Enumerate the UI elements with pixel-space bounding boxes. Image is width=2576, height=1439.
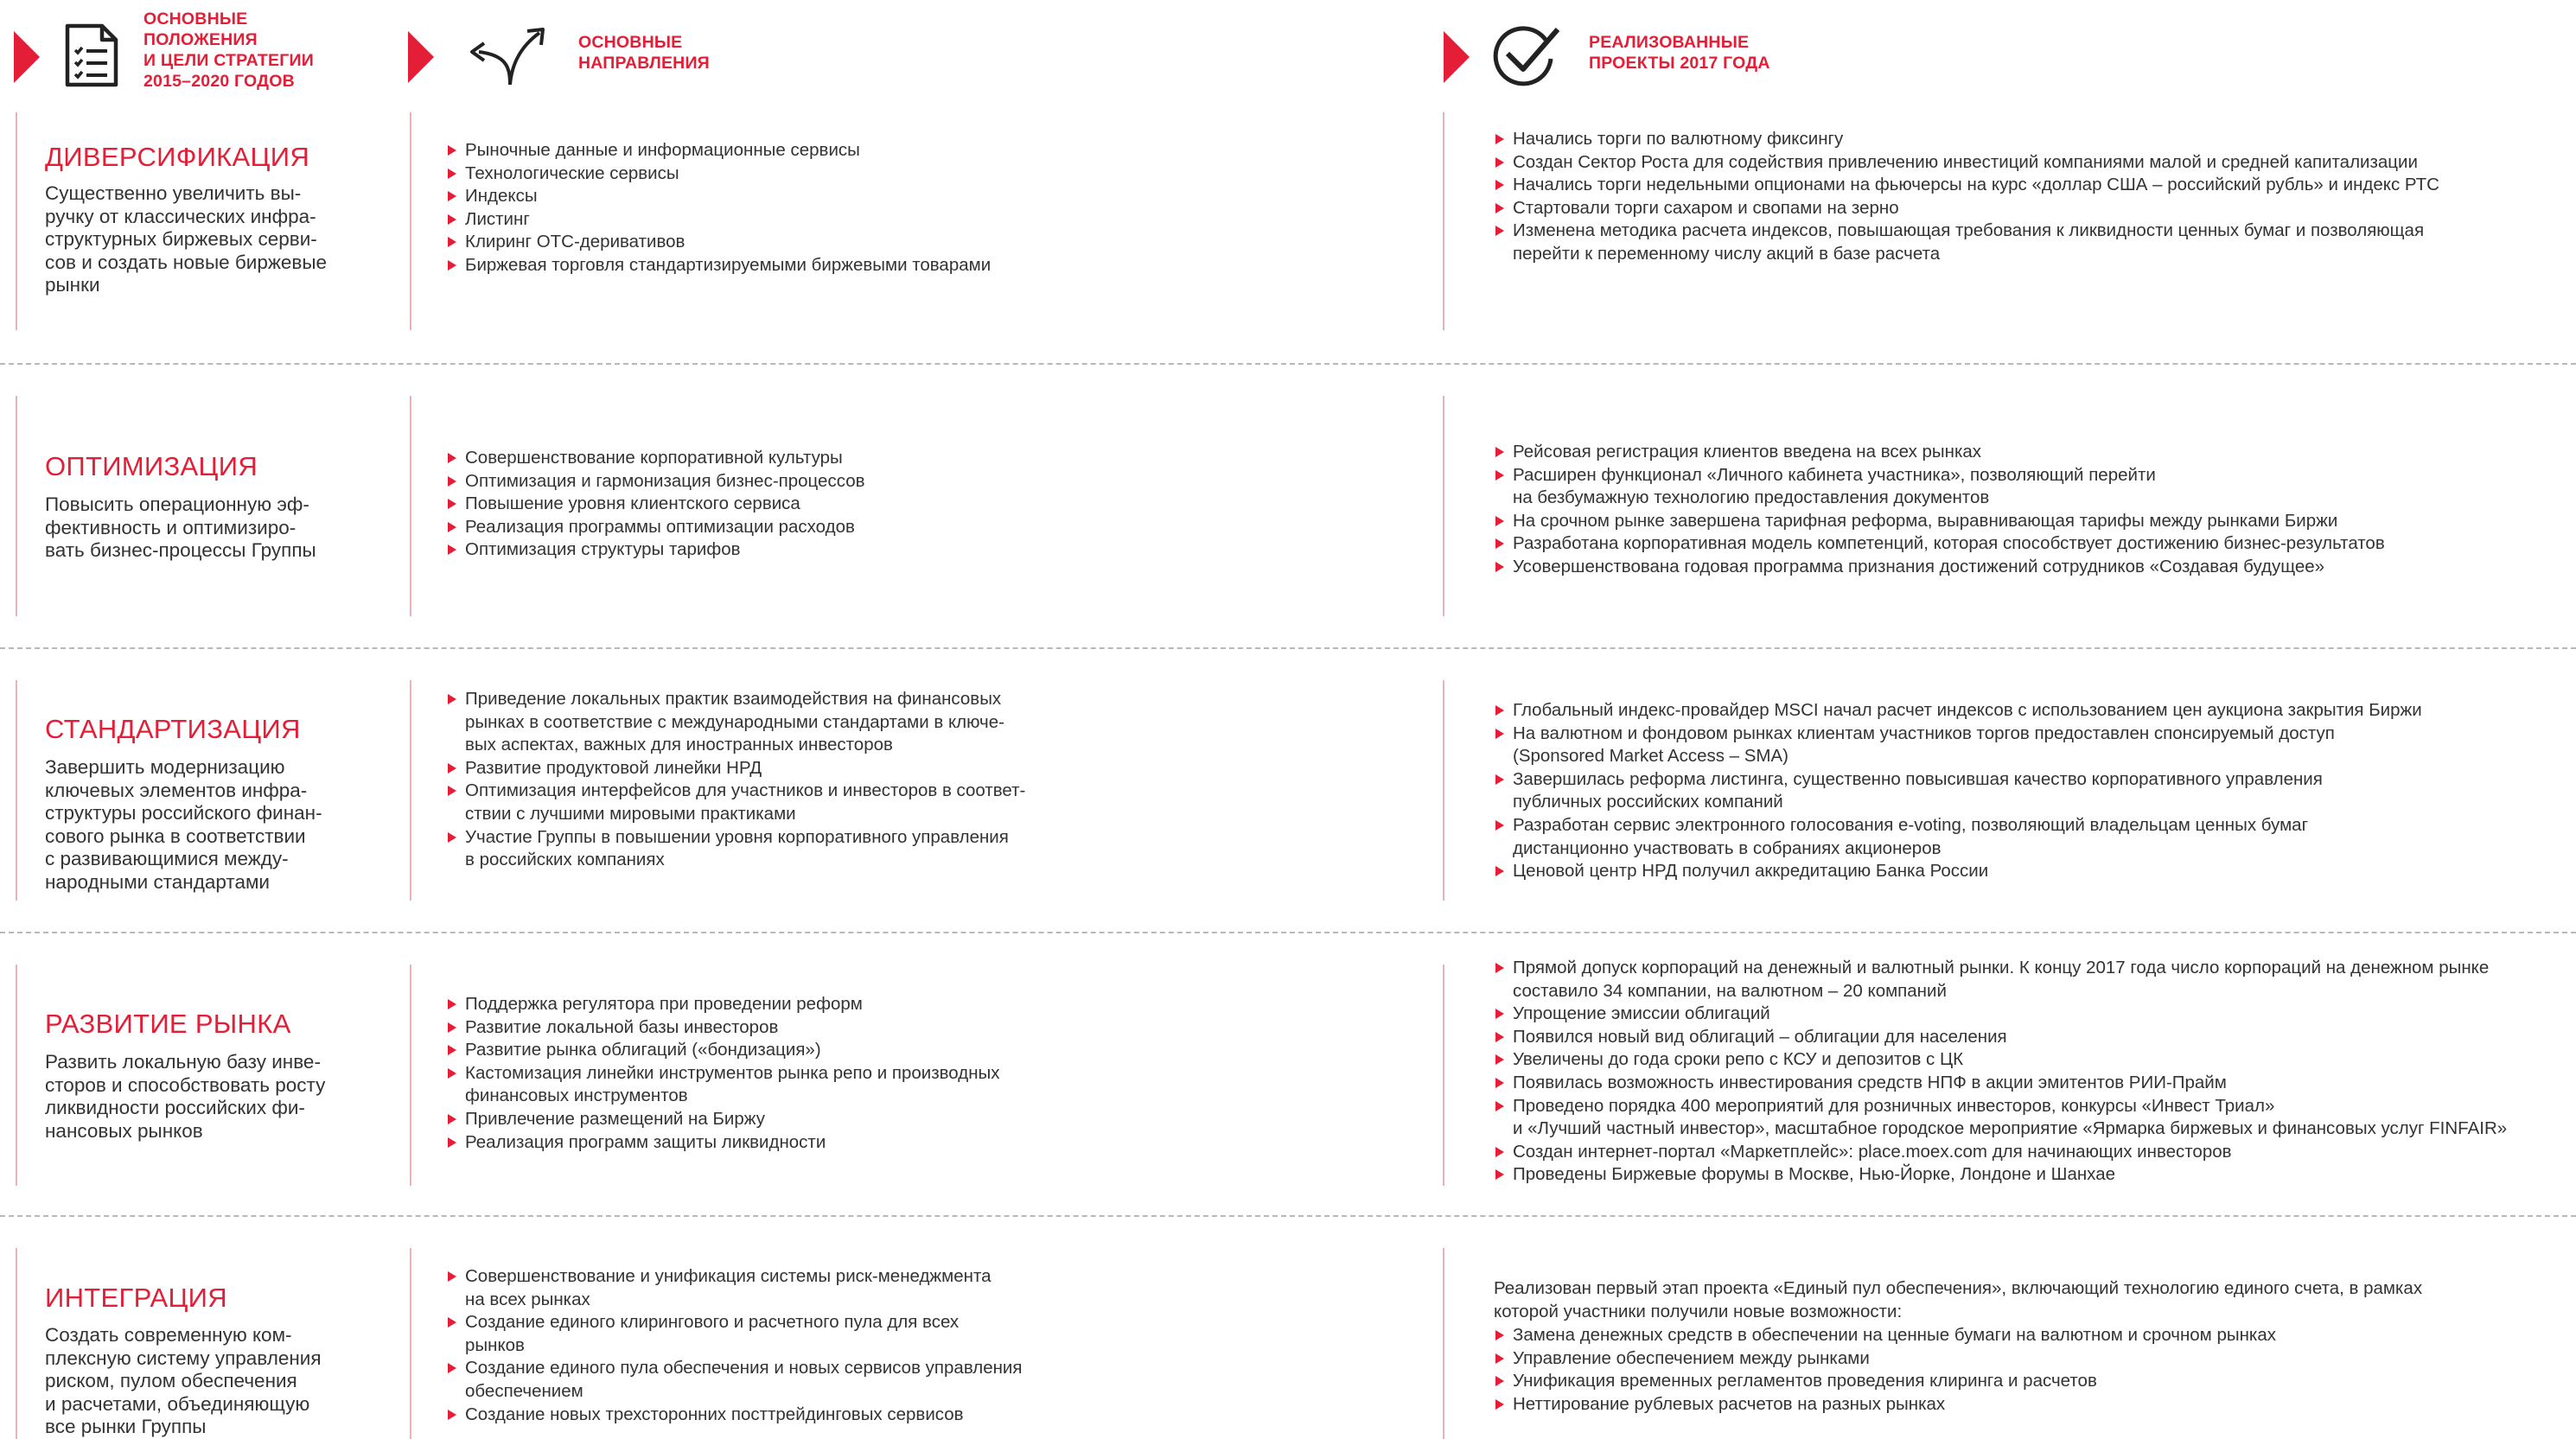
row-goal: Завершить модернизацию ключевых элементов инфра- структуры российского финан- сового рынка в соответствии с развивающимися между- народными стандартами [45, 756, 322, 893]
list-item: Кастомизация линейки инструментов рынка репо и производных финансовых инструментов [446, 1062, 1090, 1108]
directions-list [446, 688, 1090, 872]
directions-list [446, 139, 1090, 277]
row-divider-line [1443, 965, 1444, 1186]
branching-arrows-icon [467, 24, 552, 86]
list-item: Рыночные данные и информационные сервисы [446, 139, 1090, 162]
list-item: Развитие рынка облигаций («бондизация») [446, 1039, 1090, 1062]
list-item: Поддержка регулятора при проведении реформ [446, 993, 1090, 1016]
list-item: Технологические сервисы [446, 162, 1090, 186]
row-divider-line [1443, 396, 1444, 616]
list-item: Разработана корпоративная модель компетенций, которая способствует достижению бизнес-результатов [1494, 532, 2574, 556]
list-item: Оптимизация структуры тарифов [446, 538, 1090, 562]
row-divider-line [16, 1248, 17, 1439]
list-item: На валютном и фондовом рынках клиентам участников торгов предоставлен спонсируемый доступ (Sponsored Market Access – SMA) [1494, 723, 2574, 768]
row-goal: Развить локальную базу инве- сторов и способствовать росту ликвидности российских фи- нансовых рынков [45, 1051, 326, 1142]
header-label-strategy: ОСНОВНЫЕ ПОЛОЖЕНИЯ И ЦЕЛИ СТРАТЕГИИ 2015–2020 ГОДОВ [143, 10, 314, 91]
list-item: Управление обеспечением между рынками [1494, 1347, 2574, 1371]
row-divider-line [1443, 1248, 1444, 1439]
row-goal: Создать современную ком- плексную систему управления риском, пулом обеспечения и расчетами, объединяющую все рынки Группы [45, 1324, 322, 1438]
directions-list [446, 1265, 1090, 1426]
list-item: Реализация программы оптимизации расходов [446, 516, 1090, 539]
list-item: Увеличены до года сроки репо с КСУ и депозитов с ЦК [1494, 1048, 2574, 1072]
list-item: Создание единого пула обеспечения и новых сервисов управления обеспечением [446, 1357, 1090, 1403]
circle-check-icon [1490, 21, 1563, 90]
list-item: Создан интернет-портал «Маркетплейс»: place.moex.com для начинающих инвесторов [1494, 1141, 2574, 1164]
list-item: Расширен функционал «Личного кабинета участника», позволяющий перейти на безбумажную технологию предоставления документов [1494, 464, 2574, 510]
row-title-optimization: ОПТИМИЗАЦИЯ [45, 451, 258, 481]
directions-list [446, 447, 1090, 562]
list-item: Повышение уровня клиентского сервиса [446, 493, 1090, 516]
row-title-integration: ИНТЕГРАЦИЯ [45, 1283, 227, 1313]
list-item: Усовершенствована годовая программа признания достижений сотрудников «Создавая будущее» [1494, 556, 2574, 579]
list-item: Появился новый вид облигаций – облигации для населения [1494, 1026, 2574, 1049]
row-divider-line [410, 112, 411, 330]
list-item: Создание новых трехсторонних посттрейдинговых сервисов [446, 1404, 1090, 1427]
document-checklist-icon [62, 19, 121, 90]
row-divider-line [1443, 112, 1444, 330]
list-item: Разработан сервис электронного голосования e-voting, позволяющий владельцам ценных бумаг дистанционно участвовать в собраниях акционеров [1494, 814, 2574, 860]
list-item: Оптимизация интерфейсов для участников и инвесторов в соответ- ствии с лучшими мировыми практиками [446, 780, 1090, 825]
list-item: Завершилась реформа листинга, существенно повысившая качество корпоративного управления публичных российских компаний [1494, 768, 2574, 814]
list-item: Упрощение эмиссии облигаций [1494, 1003, 2574, 1026]
list-item: Оптимизация и гармонизация бизнес-процессов [446, 470, 1090, 493]
list-item: Совершенствование и унификация системы риск-менеджмента на всех рынках [446, 1265, 1090, 1311]
list-item: Начались торги недельными опционами на фьючерсы на курс «доллар США – российский рубль» и индекс РТС [1494, 174, 2574, 197]
list-item: Появилась возможность инвестирования средств НПФ в акции эмитентов РИИ-Прайм [1494, 1072, 2574, 1095]
row-title-standardization: СТАНДАРТИЗАЦИЯ [45, 714, 301, 744]
list-item: Клиринг ОТС-деривативов [446, 231, 1090, 254]
list-item: Приведение локальных практик взаимодействия на финансовых рынках в соответствие с международными стандартами в ключе- вых аспектах, важных для иностранных инвесторов [446, 688, 1090, 757]
projects-list [1494, 957, 2574, 1187]
list-item: Листинг [446, 208, 1090, 232]
header-arrow-1 [14, 31, 40, 83]
list-item: На срочном рынке завершена тарифная реформа, выравнивающая тарифы между рынками Биржи [1494, 510, 2574, 533]
projects-list [1494, 1324, 2574, 1416]
header-arrow-3 [1444, 31, 1470, 83]
list-item: Привлечение размещений на Биржу [446, 1108, 1090, 1131]
projects-list [1494, 699, 2574, 883]
row-title-diversification: ДИВЕРСИФИКАЦИЯ [45, 142, 310, 172]
projects-list [1494, 441, 2574, 579]
row-title-market-development: РАЗВИТИЕ РЫНКА [45, 1009, 291, 1039]
list-item: Ценовой центр НРД получил аккредитацию Банка России [1494, 860, 2574, 883]
row-divider-line [410, 965, 411, 1186]
list-item: Унификация временных регламентов проведения клиринга и расчетов [1494, 1370, 2574, 1393]
header-arrow-2 [408, 31, 434, 83]
list-item: Создан Сектор Роста для содействия привлечению инвестиций компаниями малой и средней капитализации [1494, 151, 2574, 175]
list-item: Проведено порядка 400 мероприятий для розничных инвесторов, конкурсы «Инвест Триал» и «Лучший частный инвестор», масштабное городское мероприятие «Ярмарка биржевых и финансовых услуг FINFAIR» [1494, 1095, 2574, 1141]
row-separator [0, 647, 2576, 649]
row-divider-line [410, 680, 411, 901]
projects-intro: Реализован первый этап проекта «Единый пул обеспечения», включающий технологию единого счета, в рамках которой участники получили новые возможности: [1494, 1278, 2423, 1321]
header-label-directions: ОСНОВНЫЕ НАПРАВЛЕНИЯ [578, 33, 710, 73]
list-item: Совершенствование корпоративной культуры [446, 447, 1090, 470]
list-item: Развитие локальной базы инвесторов [446, 1016, 1090, 1040]
row-divider-line [1443, 680, 1444, 901]
list-item: Биржевая торговля стандартизируемыми биржевыми товарами [446, 254, 1090, 277]
list-item: Проведены Биржевые форумы в Москве, Нью-Йорке, Лондоне и Шанхае [1494, 1163, 2574, 1187]
header-label-projects: РЕАЛИЗОВАННЫЕ ПРОЕКТЫ 2017 ГОДА [1589, 33, 1770, 73]
row-divider-line [16, 965, 17, 1186]
list-item: Рейсовая регистрация клиентов введена на всех рынках [1494, 441, 2574, 464]
list-item: Замена денежных средств в обеспечении на ценные бумаги на валютном и срочном рынках [1494, 1324, 2574, 1347]
row-divider-line [410, 1248, 411, 1439]
list-item: Участие Группы в повышении уровня корпоративного управления в российских компаниях [446, 826, 1090, 872]
directions-list [446, 993, 1090, 1154]
row-goal: Повысить операционную эф- фективность и оптимизиро- вать бизнес-процессы Группы [45, 493, 316, 562]
row-separator [0, 363, 2576, 365]
list-item: Неттирование рублевых расчетов на разных рынках [1494, 1393, 2574, 1417]
list-item: Стартовали торги сахаром и свопами на зерно [1494, 197, 2574, 220]
row-divider-line [16, 396, 17, 616]
list-item: Развитие продуктовой линейки НРД [446, 757, 1090, 780]
row-divider-line [410, 396, 411, 616]
row-separator [0, 1215, 2576, 1217]
row-divider-line [16, 112, 17, 330]
list-item: Глобальный индекс-провайдер MSCI начал расчет индексов с использованием цен аукциона закрытия Биржи [1494, 699, 2574, 723]
list-item: Начались торги по валютному фиксингу [1494, 128, 2574, 151]
list-item: Прямой допуск корпораций на денежный и валютный рынки. К концу 2017 года число корпораций на денежном рынке составило 34 компании, на валютном – 20 компаний [1494, 957, 2574, 1003]
row-divider-line [16, 680, 17, 901]
row-separator [0, 932, 2576, 933]
list-item: Изменена методика расчета индексов, повышающая требования к ликвидности ценных бумаг и позволяющая перейти к переменному числу акций в базе расчета [1494, 220, 2574, 265]
list-item: Индексы [446, 185, 1090, 208]
row-goal: Существенно увеличить вы- ручку от классических инфра- структурных биржевых серви- сов и создать новые биржевые рынки [45, 182, 328, 296]
list-item: Создание единого клирингового и расчетного пула для всех рынков [446, 1311, 1090, 1357]
list-item: Реализация программ защиты ликвидности [446, 1131, 1090, 1155]
projects-list [1494, 128, 2574, 266]
